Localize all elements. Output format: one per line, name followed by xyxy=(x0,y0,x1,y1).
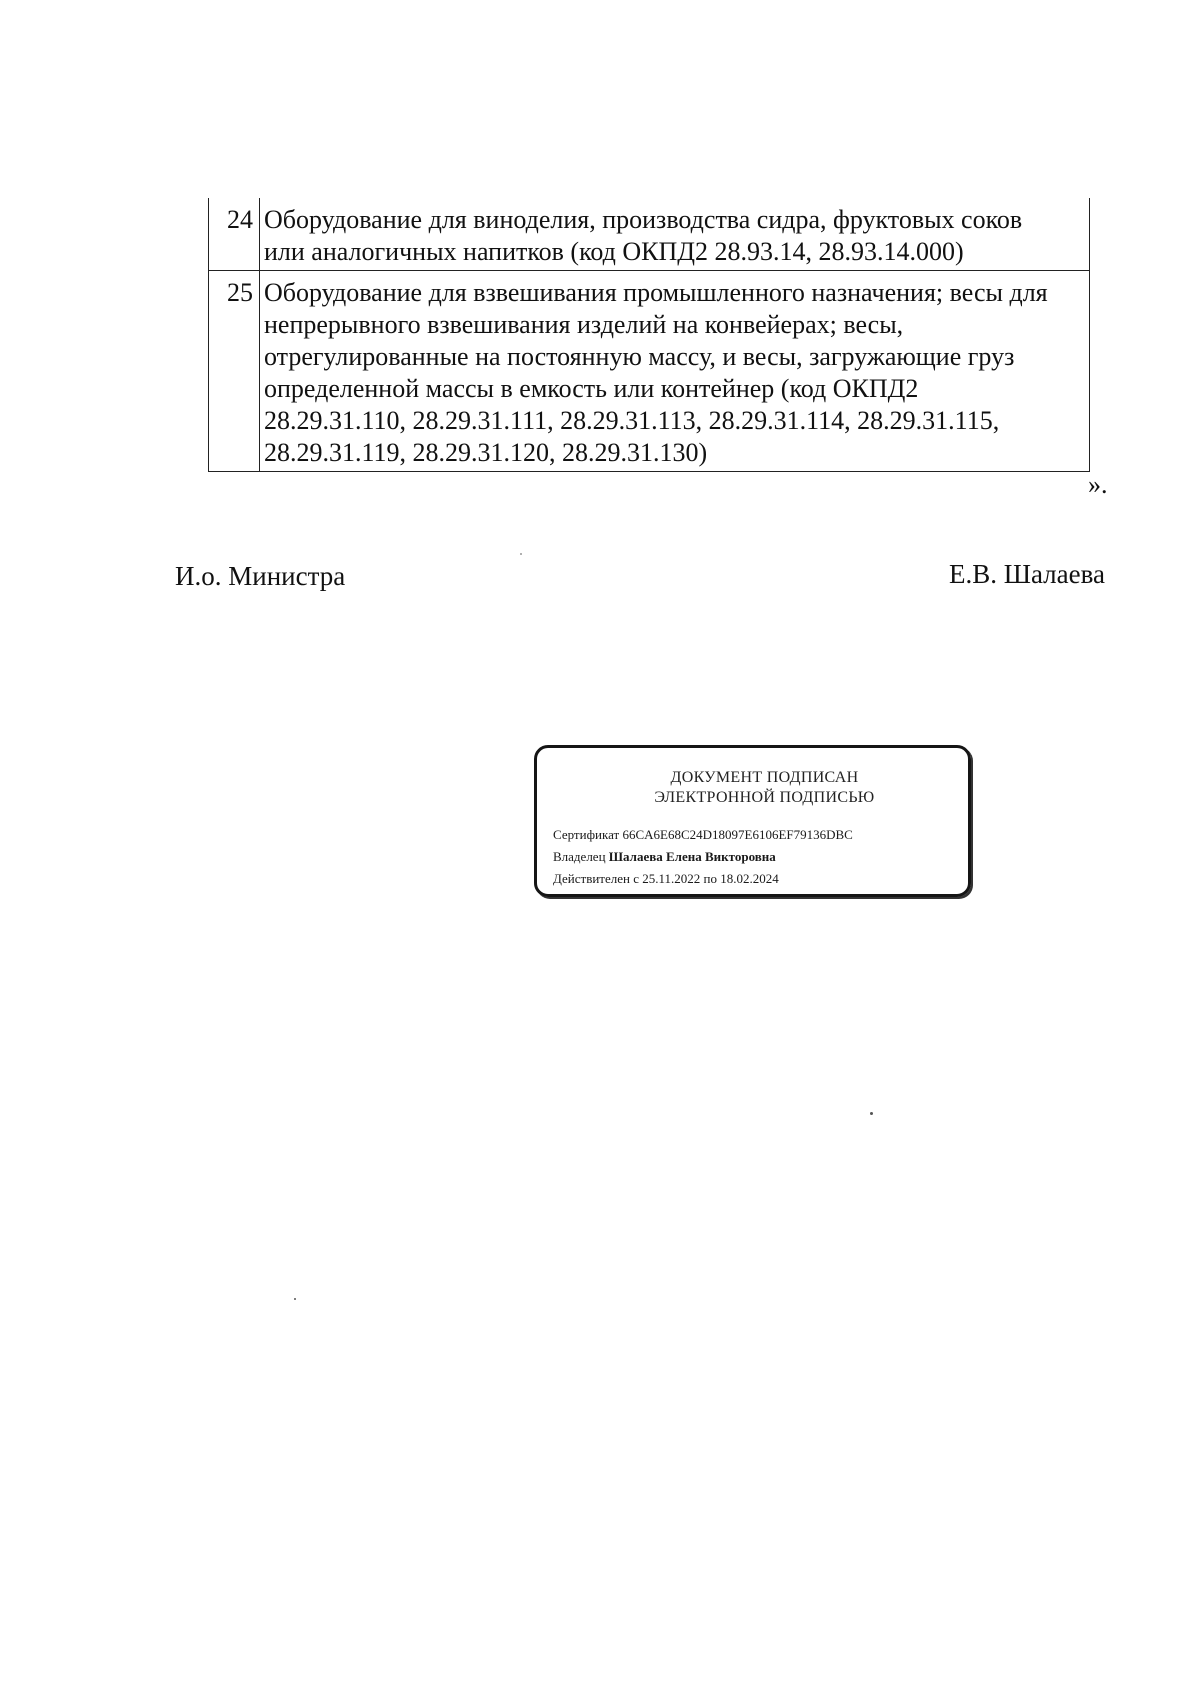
valid-from-label: с xyxy=(633,871,639,886)
valid-from: 25.11.2022 xyxy=(642,871,701,886)
valid-label: Действителен xyxy=(553,871,630,886)
scan-speck xyxy=(294,1298,296,1300)
table-row xyxy=(209,198,1090,271)
description-line: 28.29.31.110, 28.29.31.111, 28.29.31.113, 28.29.31.114, 28.29.31.115, xyxy=(264,406,1000,435)
signatory-name: Е.В. Шалаева xyxy=(948,559,1105,589)
description-line: отрегулированные на постоянную массу, и весы, загружающие груз xyxy=(264,342,1015,371)
equipment-table xyxy=(208,198,1090,472)
stamp-heading: ЭЛЕКТРОННОЙ ПОДПИСЬЮ xyxy=(654,789,875,806)
closing-quote-mark: ». xyxy=(1088,470,1108,499)
row-number: 24 xyxy=(209,198,260,271)
row-description xyxy=(260,198,1090,271)
certificate-label: Сертификат xyxy=(553,827,620,842)
description-line: непрерывного взвешивания изделий на конвейерах; весы, xyxy=(264,310,904,339)
stamp-validity xyxy=(553,870,779,887)
description-line: Оборудование для виноделия, производства сидра, фруктовых соков xyxy=(264,205,1023,234)
stamp-heading: ДОКУМЕНТ ПОДПИСАН xyxy=(670,769,859,786)
scan-speck xyxy=(870,1112,873,1115)
row-number: 25 xyxy=(209,271,260,472)
valid-to: 18.02.2024 xyxy=(720,871,779,886)
description-line: Оборудование для взвешивания промышленного назначения; весы для xyxy=(264,278,1048,307)
owner-value: Шалаева Елена Викторовна xyxy=(608,849,776,864)
description-line: определенной массы в емкость или контейнер (код ОКПД2 xyxy=(264,374,919,403)
stamp-certificate xyxy=(553,826,853,843)
row-description xyxy=(260,271,1090,472)
stamp-owner xyxy=(553,848,776,865)
electronic-signature-stamp xyxy=(534,745,971,897)
description-line: 28.29.31.119, 28.29.31.120, 28.29.31.130) xyxy=(264,438,708,467)
scan-speck xyxy=(520,553,522,555)
signatory-title: И.о. Министра xyxy=(175,561,346,591)
owner-label: Владелец xyxy=(553,849,606,864)
certificate-value: 66CA6E68C24D18097E6106EF79136DBC xyxy=(622,827,853,842)
description-line: или аналогичных напитков (код ОКПД2 28.93.14, 28.93.14.000) xyxy=(264,237,964,266)
table-row xyxy=(209,271,1090,472)
valid-to-label: по xyxy=(703,871,717,886)
